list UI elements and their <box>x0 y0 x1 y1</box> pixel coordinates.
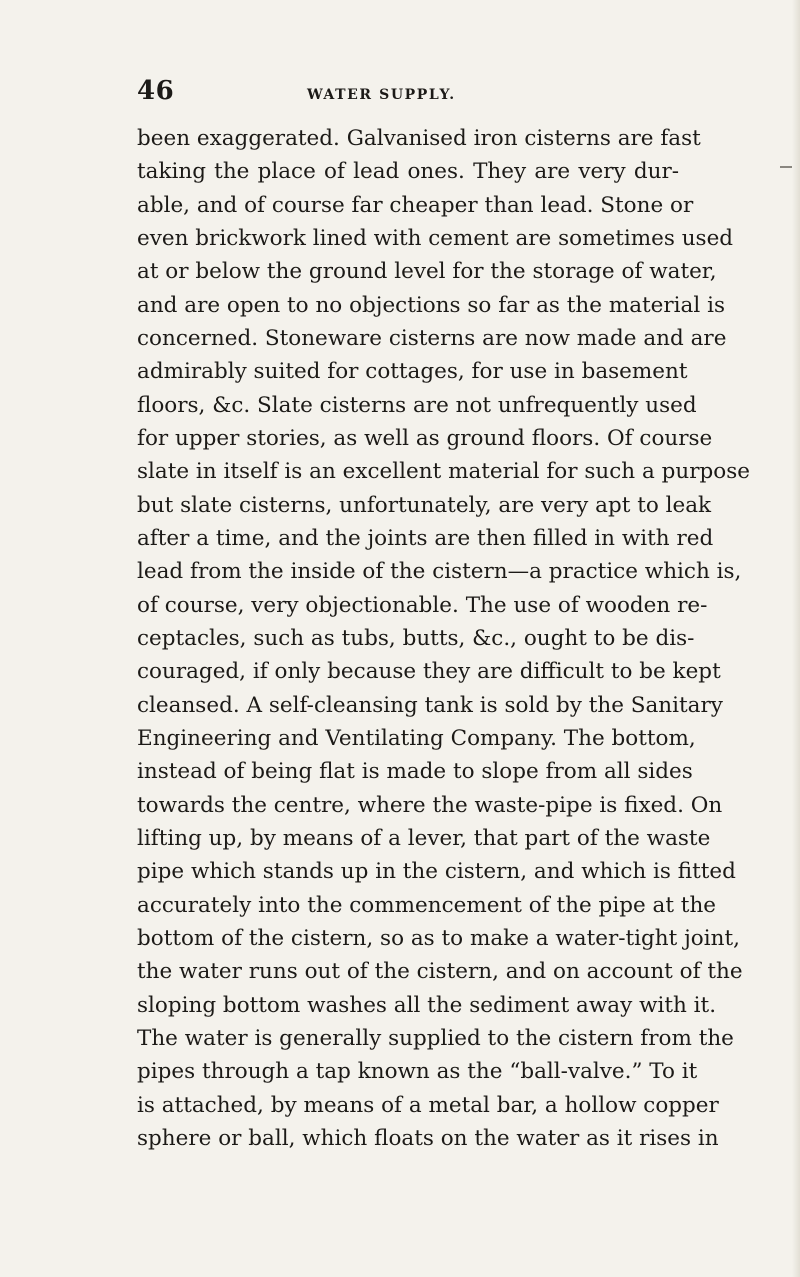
text-line: sphere or ball, which floats on the water as it rises in <box>137 1125 719 1151</box>
text-line: accurately into the commencement of the pipe at the <box>137 892 717 918</box>
text-line: admirably suited for cottages, for use in basement <box>137 359 688 385</box>
text-line: at or below the ground level for the storage of water, <box>137 259 717 285</box>
text-line: pipes through a tap known as the “ball-valve.” To it <box>137 1059 698 1085</box>
text-line: floors, &c. Slate cisterns are not unfrequently used <box>137 392 697 418</box>
text-line: after a time, and the joints are then filled in with red <box>137 525 714 551</box>
text-line: Engineering and Ventilating Company. The bottom, <box>137 725 696 751</box>
text-line: ceptacles, such as tubs, butts, &c., ought to be dis- <box>137 625 695 651</box>
text-line: pipe which stands up in the cistern, and which is fitted <box>137 859 736 885</box>
page-number: 46 <box>137 76 175 106</box>
text-line: couraged, if only because they are difficult to be kept <box>137 659 721 685</box>
text-line: concerned. Stoneware cisterns are now made and are <box>137 325 727 351</box>
text-line: even brickwork lined with cement are sometimes used <box>137 225 734 251</box>
margin-mark <box>780 166 792 168</box>
text-line: cleansed. A self-cleansing tank is sold by the Sanitary <box>137 692 723 718</box>
text-line: lifting up, by means of a lever, that part of the waste <box>137 825 711 851</box>
page-edge-shadow <box>792 0 800 1277</box>
text-line: been exaggerated. Galvanised iron cisterns are fast <box>137 126 701 151</box>
text-line: slate in itself is an excellent material for such a purpose <box>137 459 750 485</box>
text-line: of course, very objectionable. The use of wooden re- <box>137 592 708 618</box>
text-line: is attached, by means of a metal bar, a hollow copper <box>137 1092 719 1118</box>
text-line: instead of being flat is made to slope from all sides <box>137 759 693 785</box>
text-line: the water runs out of the cistern, and on account of the <box>137 959 743 985</box>
text-line: towards the centre, where the waste-pipe is fixed. On <box>137 792 723 818</box>
text-line: but slate cisterns, unfortunately, are very apt to leak <box>137 492 712 518</box>
text-line: for upper stories, as well as ground floors. Of course <box>137 425 713 451</box>
text-line: The water is generally supplied to the cistern from the <box>137 1025 734 1051</box>
text-line: able, and of course far cheaper than lead. Stone or <box>137 192 694 218</box>
body-text <box>137 122 750 1155</box>
text-line: taking the place of lead ones. They are very dur- <box>137 159 679 185</box>
text-line: and are open to no objections so far as the material is <box>137 292 725 318</box>
text-line: bottom of the cistern, so as to make a water-tight joint, <box>137 925 740 951</box>
text-line: sloping bottom washes all the sediment away with it. <box>137 992 717 1018</box>
running-head: WATER SUPPLY. <box>307 87 456 103</box>
page-header <box>137 76 685 112</box>
text-line: lead from the inside of the cistern—a practice which is, <box>137 559 742 585</box>
